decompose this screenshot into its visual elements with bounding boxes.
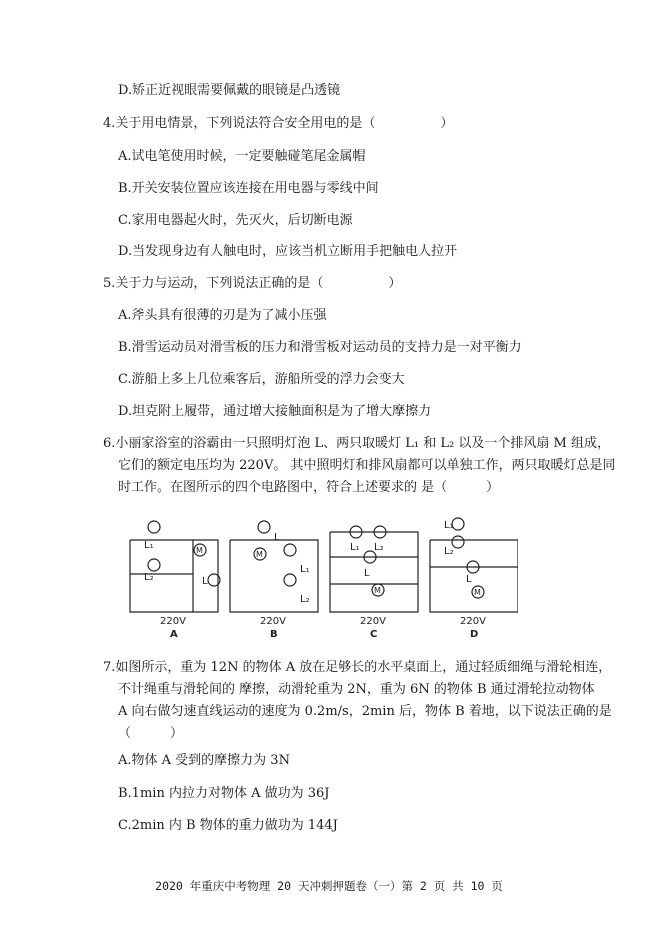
q5-option-d: D.坦克附上履带，通过增大接触面积是为了增大摩擦力 bbox=[118, 404, 432, 419]
q7-stem-line2: 不计绳重与滑轮间的 摩擦，动滑轮重为 2N，重为 6N 的物体 B 通过滑轮拉动物体 bbox=[118, 682, 595, 697]
voltage-label-a: 220V bbox=[160, 616, 186, 627]
q4-option-d: D.当发现身边有人触电时，应该当机立断用手把触电人拉开 bbox=[118, 244, 458, 259]
page-footer: 2020 年重庆中考物理 20 天冲刺押题卷（一）第 2 页 共 10 页 bbox=[155, 879, 503, 893]
lamp-l2-a bbox=[148, 559, 160, 571]
circuit-c bbox=[330, 526, 418, 612]
svg-text:L₁: L₁ bbox=[144, 540, 154, 551]
q7-option-a: A.物体 A 受到的摩擦力为 3N bbox=[118, 753, 290, 768]
svg-text:L: L bbox=[466, 574, 472, 585]
q5-option-b: B.滑雪运动员对滑雪板的压力和滑雪板对运动员的支持力是一对平衡力 bbox=[118, 340, 522, 355]
circuit-label-a: A bbox=[170, 629, 178, 640]
q4-option-c: C.家用电器起火时，先灭火，后切断电源 bbox=[118, 213, 353, 228]
circuit-a bbox=[130, 521, 220, 612]
lamp-l1-a bbox=[148, 521, 160, 533]
svg-text:L₂: L₂ bbox=[374, 542, 384, 553]
q6-stem-line1: 6.小丽家浴室的浴霸由一只照明灯泡 L、两只取暖灯 L₁ 和 L₂ 以及一个排风扇 M 组成， bbox=[103, 436, 610, 451]
svg-text:L₂: L₂ bbox=[300, 594, 310, 605]
q5-option-a: A.斧头具有很薄的刃是为了减小压强 bbox=[118, 308, 327, 323]
lamp-l2-b bbox=[284, 574, 296, 586]
circuit-label-c: C bbox=[370, 629, 378, 640]
svg-text:L: L bbox=[202, 576, 208, 587]
q6-stem-line3: 时工作。在图所示的四个电路图中，符合上述要求的 是（ ） bbox=[118, 480, 500, 495]
q7-option-c: C.2min 内 B 物体的重力做功为 144J bbox=[118, 818, 338, 833]
voltage-label-b: 220V bbox=[260, 616, 286, 627]
circuit-d bbox=[430, 518, 518, 612]
svg-text:L₁: L₁ bbox=[350, 542, 360, 553]
lamp-l-b bbox=[258, 521, 270, 533]
svg-text:L: L bbox=[364, 568, 370, 579]
circuit-label-d: D bbox=[470, 629, 479, 640]
q4-stem: 4.关于用电情景，下列说法符合安全用电的是（ ） bbox=[103, 116, 454, 131]
q7-stem-line4: （ ） bbox=[118, 726, 184, 741]
svg-text:M: M bbox=[256, 550, 263, 559]
q7-option-b: B.1min 内拉力对物体 A 做功为 36J bbox=[118, 786, 330, 801]
voltage-label-c: 220V bbox=[360, 616, 386, 627]
lamp-l1-b bbox=[284, 544, 296, 556]
voltage-label-d: 220V bbox=[460, 616, 486, 627]
q7-stem-line3: A 向右做匀速直线运动的速度为 0.2m/s，2min 后，物体 B 着地，以下说法正确的是 bbox=[118, 704, 612, 719]
q4-option-b: B.开关安装位置应该连接在用电器与零线中间 bbox=[118, 181, 379, 196]
svg-text:M: M bbox=[474, 588, 481, 597]
q5-stem: 5.关于力与运动，下列说法正确的是（ ） bbox=[103, 276, 402, 291]
q4-option-a: A.试电笔使用时候，一定要触碰笔尾金属帽 bbox=[118, 149, 366, 164]
svg-text:L₂: L₂ bbox=[144, 572, 154, 583]
svg-text:L₂: L₂ bbox=[444, 546, 454, 557]
lamp-l2-d bbox=[452, 536, 464, 548]
lamp-l1-d bbox=[452, 518, 464, 530]
q5-option-c: C.游船上多上几位乘客后，游船所受的浮力会变大 bbox=[118, 372, 405, 387]
q6-stem-line2: 它们的额定电压均为 220V。 其中照明灯和排风扇都可以单独工作，两只取暖灯总是同 bbox=[118, 458, 616, 473]
svg-text:L: L bbox=[274, 532, 280, 543]
svg-text:M: M bbox=[374, 586, 381, 595]
svg-text:L₁: L₁ bbox=[444, 520, 454, 531]
svg-text:L₁: L₁ bbox=[300, 564, 310, 575]
circuit-diagrams bbox=[118, 512, 518, 640]
q3-option-d: D.矫正近视眼需要佩戴的眼镜是凸透镜 bbox=[118, 83, 341, 98]
svg-text:M: M bbox=[196, 546, 203, 555]
q7-stem-line1: 7.如图所示，重为 12N 的物体 A 放在足够长的水平桌面上，通过轻质细绳与滑轮相连， bbox=[103, 660, 612, 675]
circuit-label-b: B bbox=[270, 629, 278, 640]
